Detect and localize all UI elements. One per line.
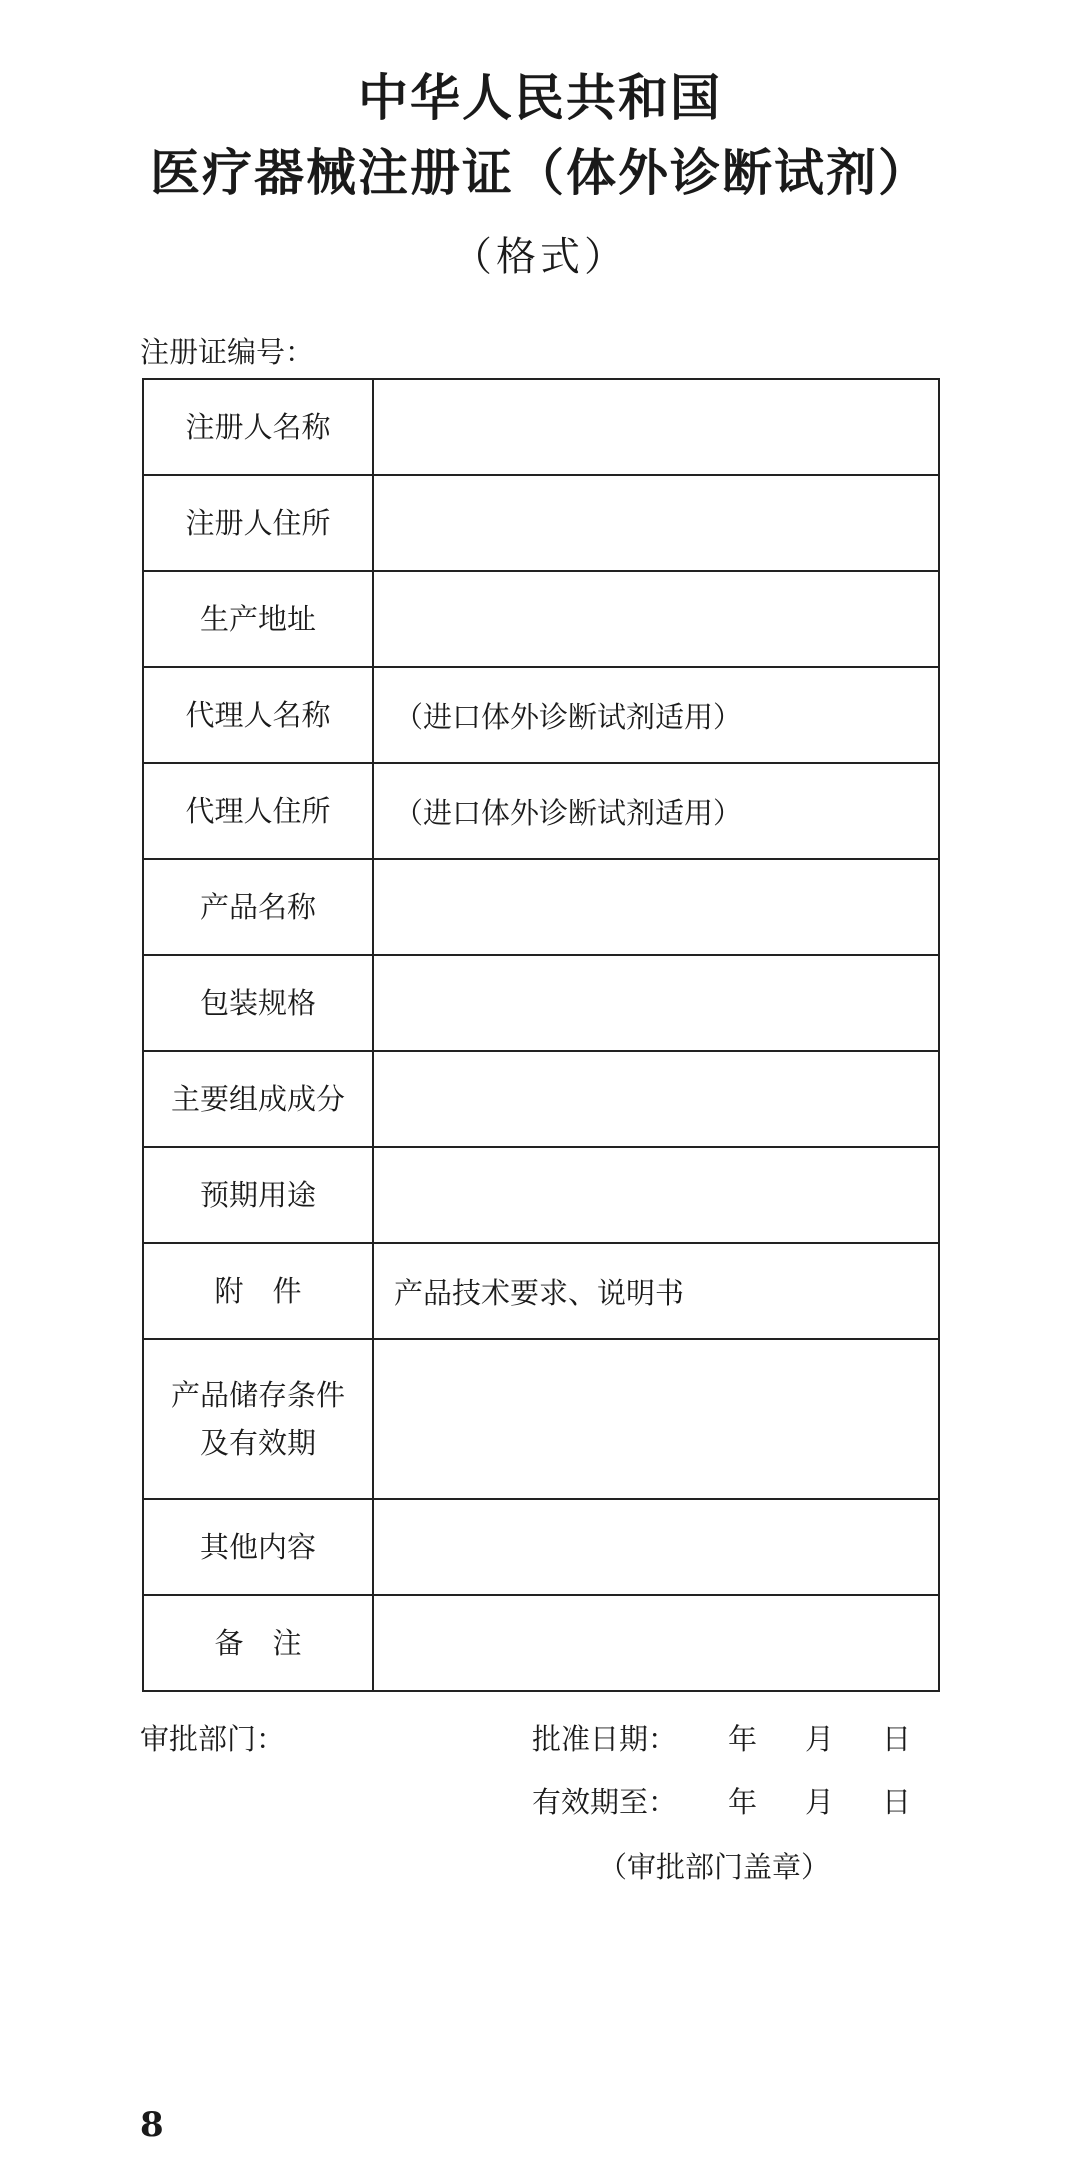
approval-dept-label: 审批部门： (140, 1722, 286, 1756)
form-row-value (373, 1147, 939, 1243)
form-row-value (373, 1051, 939, 1147)
form-row (143, 763, 939, 859)
form-row-label: 产品储存条件 及有效期 (143, 1339, 373, 1499)
form-row-value (373, 571, 939, 667)
valid-until-day: 日 (882, 1785, 912, 1819)
form-row (143, 1243, 939, 1339)
form-row (143, 475, 939, 571)
form-row-label: 其他内容 (143, 1499, 373, 1595)
document-title-line2: 医疗器械注册证（体外诊断试剂） (150, 143, 930, 202)
registration-form-table (142, 378, 940, 1692)
form-row-value: 产品技术要求、说明书 (373, 1243, 939, 1339)
form-row-label: 主要组成成分 (143, 1051, 373, 1147)
form-row-label: 注册人名称 (143, 379, 373, 475)
cert-number-label: 注册证编号： (140, 335, 315, 369)
form-row-value (373, 379, 939, 475)
form-row-label: 附 件 (143, 1243, 373, 1339)
valid-until-label: 有效期至： (532, 1785, 678, 1819)
form-row (143, 1051, 939, 1147)
form-row (143, 1339, 939, 1499)
form-row (143, 955, 939, 1051)
valid-until-month: 月 (805, 1785, 835, 1819)
form-row-label: 代理人住所 (143, 763, 373, 859)
form-row-value (373, 1595, 939, 1691)
form-row (143, 1595, 939, 1691)
form-row-value (373, 1339, 939, 1499)
document-title-line1: 中华人民共和国 (358, 68, 722, 127)
form-row-value (373, 1499, 939, 1595)
approval-date-label: 批准日期： (532, 1722, 678, 1756)
approval-date-year: 年 (728, 1722, 758, 1756)
form-row-label: 预期用途 (143, 1147, 373, 1243)
approval-date-day: 日 (882, 1722, 912, 1756)
form-row-label: 注册人住所 (143, 475, 373, 571)
form-row (143, 379, 939, 475)
form-row-label: 包装规格 (143, 955, 373, 1051)
form-row-label: 代理人名称 (143, 667, 373, 763)
form-row-label: 生产地址 (143, 571, 373, 667)
approval-date-month: 月 (805, 1722, 835, 1756)
form-row (143, 859, 939, 955)
form-row-label: 产品名称 (143, 859, 373, 955)
page-number: 8 (140, 2105, 164, 2145)
form-row-value (373, 475, 939, 571)
form-row (143, 667, 939, 763)
form-row-value (373, 955, 939, 1051)
form-row-value (373, 859, 939, 955)
valid-until-year: 年 (728, 1785, 758, 1819)
format-label: （格式） (452, 234, 628, 280)
form-row (143, 571, 939, 667)
seal-note: （审批部门盖章） (598, 1850, 831, 1884)
form-row-value: （进口体外诊断试剂适用） (373, 667, 939, 763)
form-row (143, 1499, 939, 1595)
form-row (143, 1147, 939, 1243)
form-row-value: （进口体外诊断试剂适用） (373, 763, 939, 859)
form-row-label: 备 注 (143, 1595, 373, 1691)
